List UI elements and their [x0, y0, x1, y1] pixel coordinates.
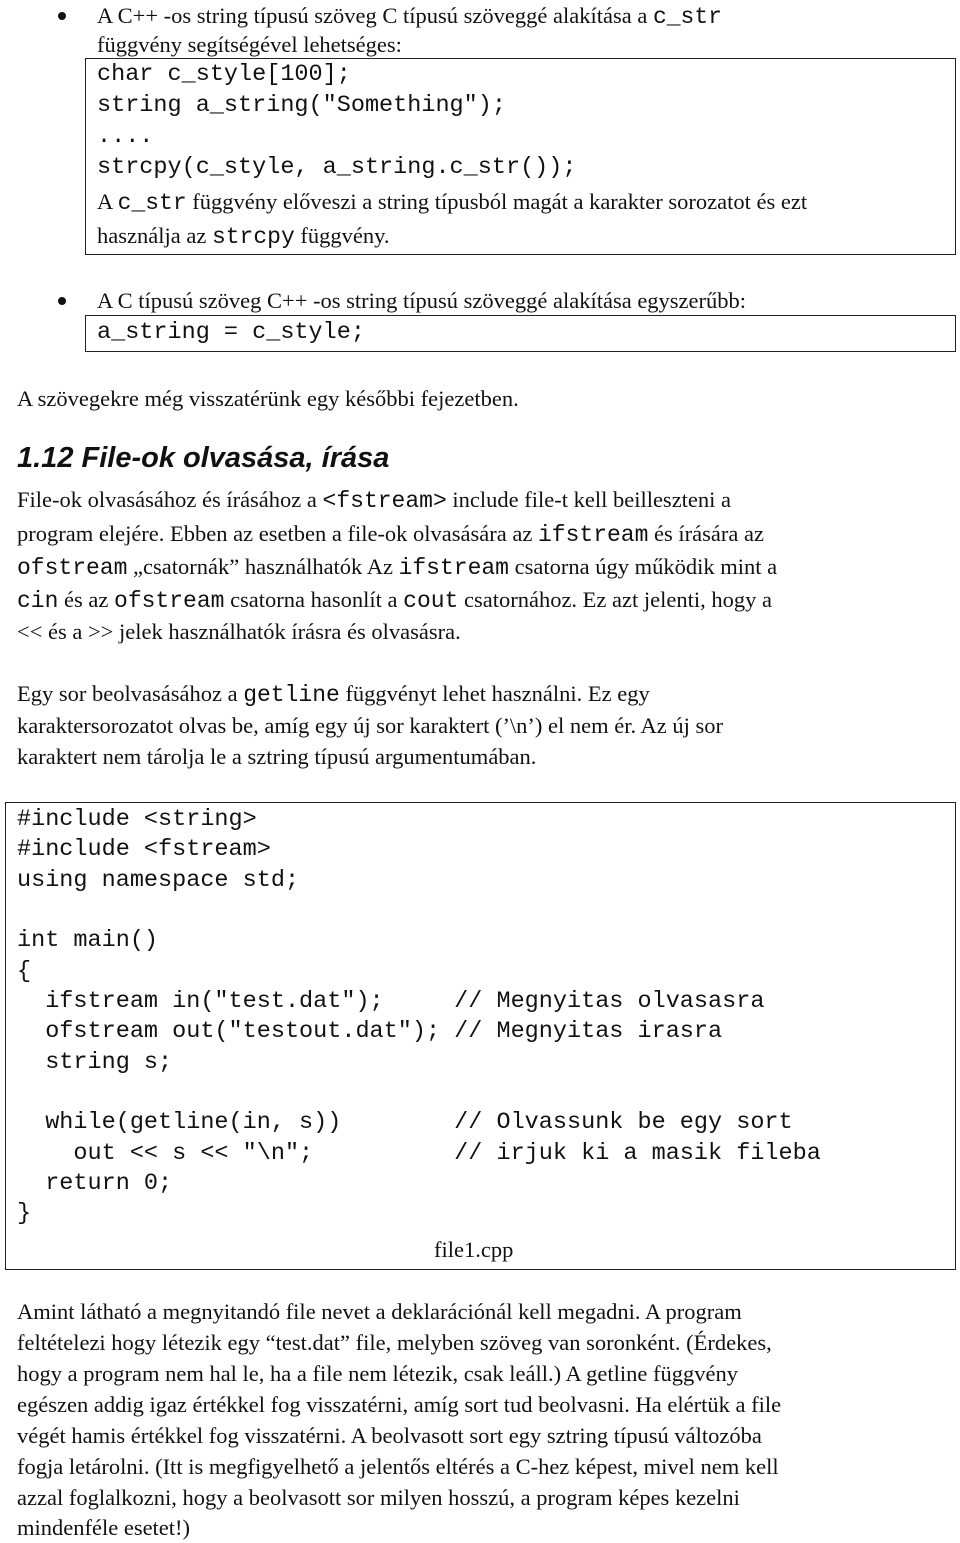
code-line: string a_string("Something"); — [97, 92, 506, 119]
code-line: } — [17, 1200, 32, 1227]
code-line: char c_style[100]; — [97, 61, 351, 88]
para1-line4: cin és az ofstream csatorna hasonlít a cout csatornához. Ez azt jelenti, hogy a — [17, 587, 772, 614]
inline-code: strcpy — [211, 224, 295, 250]
para3-line: egészen addig igaz értékkel fog visszatérni, amíg sort tud beolvasni. Ha elértük a file — [17, 1392, 782, 1417]
para1-line3: ofstream „csatornák” használhatók Az ifstream csatorna úgy működik mint a — [17, 554, 778, 581]
bullet1-text: A C++ -os string típusú szöveg C típusú szöveggé alakítása a — [97, 3, 653, 28]
code-line: #include <string> — [17, 806, 257, 833]
para1-line5: << és a >> jelek használhatók írásra és olvasásra. — [17, 619, 461, 644]
code-line: .... — [97, 123, 154, 150]
code-caption: file1.cpp — [434, 1237, 514, 1262]
para2-line3: karaktert nem tárolja le a sztring típusú argumentumában. — [17, 744, 537, 769]
para3-line: Amint látható a megnyitandó file nevet a deklarációnál kell megadni. A program — [17, 1299, 742, 1324]
code-line: { — [17, 958, 32, 985]
bullet-dot — [58, 12, 66, 20]
inline-code: cin — [17, 588, 59, 614]
explain-line-1: A c_str függvény előveszi a string típusból magát a karakter sorozatot és ezt — [97, 189, 808, 216]
code-line: while(getline(in, s)) // Olvassunk be egy sort — [17, 1109, 793, 1136]
para3-line: fogja letárolni. (Itt is megfigyelhető a jelentős eltérés a C-hez képest, mivel nem kell — [17, 1454, 779, 1479]
code-line: #include <fstream> — [17, 836, 271, 863]
para2-line2: karaktersorozatot olvas be, amíg egy új sor karaktert (’\n’) el nem ér. Az új sor — [17, 713, 724, 738]
para2-line1: Egy sor beolvasásához a getline függvényt lehet használni. Ez egy — [17, 681, 650, 708]
para3-line: végét hamis értékkel fog visszatérni. A beolvasott sort egy sztring típusú változóba — [17, 1423, 762, 1448]
para3-line: hogy a program nem hal le, ha a file nem létezik, csak leáll.) A getline függvény — [17, 1361, 738, 1386]
code-line: ofstream out("testout.dat"); // Megnyitas irasra — [17, 1018, 723, 1045]
inline-code: c_str — [652, 4, 722, 30]
code-line: strcpy(c_style, a_string.c_str()); — [97, 154, 577, 181]
para1-line1: File-ok olvasásához és írásához a <fstream> include file-t kell beilleszteni a — [17, 487, 732, 514]
code-line: return 0; — [17, 1170, 173, 1197]
explain-line-2: használja az strcpy függvény. — [97, 223, 390, 250]
code-line: int main() — [17, 927, 159, 954]
code-line: a_string = c_style; — [97, 319, 365, 346]
inline-code: <fstream> — [322, 488, 447, 514]
code-line: string s; — [17, 1049, 173, 1076]
para3-line: feltételezi hogy létezik egy “test.dat” file, melyben szöveg van soronként. (Érdekes, — [17, 1330, 772, 1355]
para3-line: azzal foglalkozni, hogy a beolvasott sor milyen hosszú, a program képes kezelni — [17, 1485, 740, 1510]
inline-code: c_str — [117, 190, 187, 216]
inline-code: ifstream — [537, 522, 649, 548]
inline-code: getline — [243, 682, 340, 708]
inline-code: ofstream — [114, 588, 225, 614]
para3-line: mindenféle esetet!) — [17, 1515, 191, 1540]
bullet-dot — [58, 297, 66, 305]
section-heading: 1.12 File-ok olvasása, írása — [17, 442, 390, 474]
code-line: ifstream in("test.dat"); // Megnyitas olvasasra — [17, 988, 765, 1015]
inline-code: cout — [403, 588, 459, 614]
outro-text: A szövegekre még visszatérünk egy későbbi fejezetben. — [17, 386, 519, 411]
para1-line2: program elejére. Ebben az esetben a file-ok olvasására az ifstream és írására az — [17, 521, 764, 548]
inline-code: ifstream — [398, 555, 509, 581]
bullet1-line2: függvény segítségével lehetséges: — [97, 32, 402, 57]
code-line: using namespace std; — [17, 867, 300, 894]
bullet2-text: A C típusú szöveg C++ -os string típusú szöveggé alakítása egyszerűbb: — [97, 288, 747, 313]
inline-code: ofstream — [17, 555, 128, 581]
code-line: out << s << "\n"; // irjuk ki a masik fileba — [17, 1140, 821, 1167]
